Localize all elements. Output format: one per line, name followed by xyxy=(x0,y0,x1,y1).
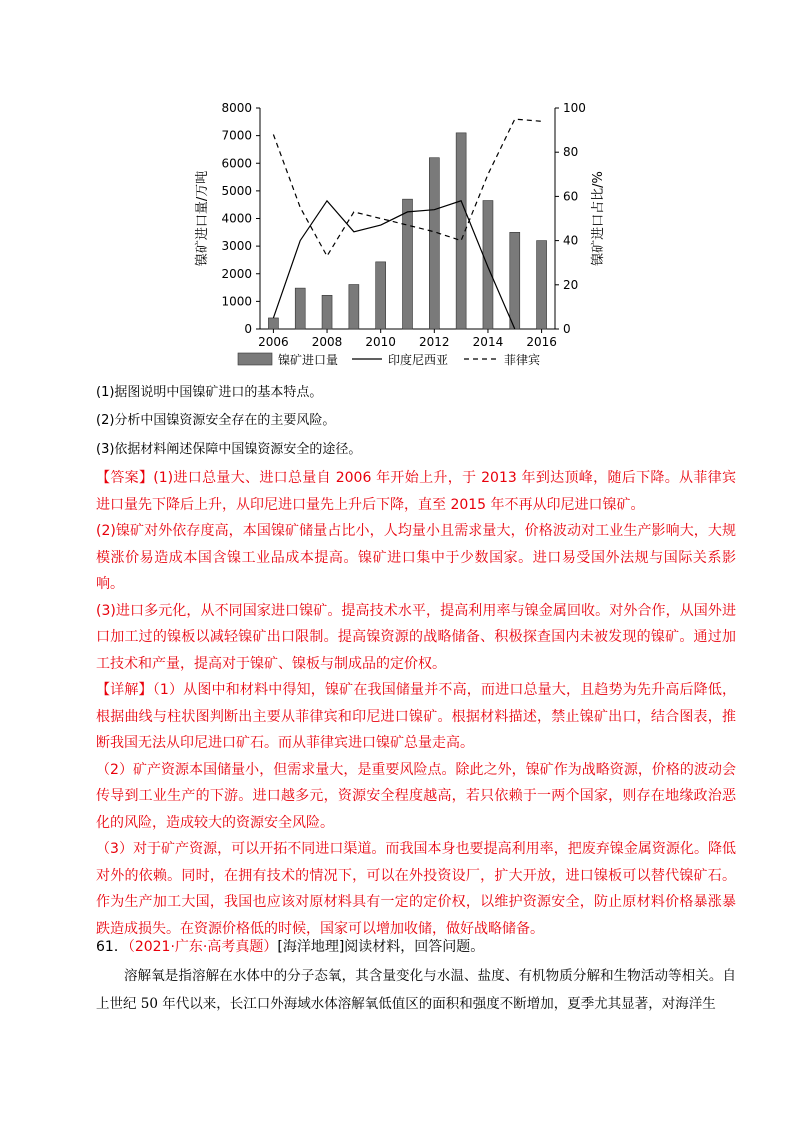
bar-2008 xyxy=(322,295,332,329)
left-tick-label: 3000 xyxy=(221,239,252,254)
answer-1 xyxy=(96,465,736,518)
question-61-header xyxy=(96,938,484,956)
answer-1-text: (1)进口总量大、进口总量自 2006 年开始上升，于 2013 年到达顶峰，随后下降。从菲律宾进口量先下降后上升，从印尼进口量先上升后下降，直至 2015 年不再从印尼进口镍矿。 xyxy=(96,470,736,513)
answer-2: (2)镍矿对外依存度高，本国镍矿储量占比小，人均量小且需求量大，价格波动对工业生产影响大，大规模涨价易造成本国含镍工业品成本提高。镍矿进口集中于少数国家。进口易受国外法规与国际关系影响。 xyxy=(96,523,736,592)
left-tick-label: 0 xyxy=(244,322,252,336)
left-tick-label: 8000 xyxy=(221,101,252,115)
detail-2: （2）矿产资源本国储量小，但需求量大，是重要风险点。除此之外，镍矿作为战略资源，价格的波动会传导到工业生产的下游。进口越多元，资源安全程度越高，若只依赖于一两个国家，则存在地缘政治恶化的风险，造成较大的资源安全风险。 xyxy=(96,761,736,831)
x-tick-label: 2006 xyxy=(258,335,289,349)
answer-3: (3)进口多元化，从不同国家进口镍矿。提高技术水平，提高利用率与镍金属回收。对外合作，从国外进口加工过的镍板以减轻镍矿出口限制。提高镍资源的战略储备、积极探查国内未被发现的镍矿。通过加工技术和产量，提高对于镍矿、镍板与制成品的定价权。 xyxy=(96,602,736,672)
x-tick-label: 2010 xyxy=(365,335,396,349)
bar-2015 xyxy=(510,232,520,329)
left-tick-label: 2000 xyxy=(221,266,252,281)
bar-2016 xyxy=(537,241,547,329)
bar-2007 xyxy=(295,288,305,329)
x-tick-label: 2016 xyxy=(526,335,557,349)
right-axis-label: 镍矿进口占比/% xyxy=(591,171,606,266)
answer-tag: 【答案】 xyxy=(96,470,154,486)
x-tick-label: 2008 xyxy=(311,335,343,349)
left-axis-label: 镍矿进口量/万吨 xyxy=(195,170,210,267)
bar-2011 xyxy=(403,199,413,329)
series-line-indonesia xyxy=(273,201,514,329)
question-1: (1)据图说明中国镍矿进口的基本特点。 xyxy=(96,385,323,400)
x-tick-label: 2014 xyxy=(472,335,504,349)
right-tick-label: 20 xyxy=(563,277,579,292)
right-tick-label: 40 xyxy=(563,233,579,248)
right-tick-label: 0 xyxy=(563,322,571,336)
legend-indonesia-label: 印度尼西亚 xyxy=(388,353,449,367)
bar-2014 xyxy=(483,201,493,329)
question-number: 61． xyxy=(96,939,128,955)
left-tick-label: 7000 xyxy=(221,128,252,143)
x-tick-label: 2012 xyxy=(419,335,450,349)
question-3: (3)依据材料阐述保障中国镍资源安全的途径。 xyxy=(96,442,362,457)
bar-2010 xyxy=(376,262,386,329)
left-tick-label: 1000 xyxy=(221,294,252,309)
detail-3: （3）对于矿产资源，可以开拓不同进口渠道。而我国本身也要提高利用率，把废弃镍金属资源化。降低对外的依赖。同时，在拥有技术的情况下，可以在外投资设厂，扩大开放，进口镍板可以替代镍矿石。作为生产加工大国，我国也应该对原材料具有一定的定价权，以维护资源安全，防止原材料价格暴涨暴跌造成损失。在资源价格低的时候，国家可以增加收储，做好战略储备。 xyxy=(96,841,736,937)
legend-bar-label: 镍矿进口量 xyxy=(278,353,339,367)
detail-1-text: （1）从图中和材料中得知，镍矿在我国储量并不高，而进口总量大，且趋势为先升高后降低，根据曲线与柱状图判断出主要从菲律宾和印尼进口镍矿。根据材料描述，禁止镍矿出口，结合图表，推断我国无法从印尼进口矿石。而从菲律宾进口镍矿总量走高。 xyxy=(96,682,737,751)
answer-block xyxy=(96,465,736,942)
question-prompt: [海洋地理]阅读材料，回答问题。 xyxy=(277,939,485,955)
left-tick-label: 6000 xyxy=(221,156,252,171)
question-2: (2)分析中国镍资源安全存在的主要风险。 xyxy=(96,413,336,428)
detail-tag: 【详解】 xyxy=(96,682,153,698)
legend-bar-swatch xyxy=(238,353,272,365)
right-tick-label: 100 xyxy=(563,101,586,115)
nickel-import-chart xyxy=(180,95,606,380)
material-text: 溶解氧是指溶解在水体中的分子态氧，其含量变化与水温、盐度、有机物质分解和生物活动等相关。自上世纪 50 年代以来，长江口外海域水体溶解氧低值区的面积和强度不断增加，夏季尤其显著，对海洋生 xyxy=(96,968,736,1012)
left-tick-label: 5000 xyxy=(221,183,252,198)
right-tick-label: 80 xyxy=(563,145,579,160)
question-source: （2021·广东·高考真题） xyxy=(127,939,278,955)
bar-2009 xyxy=(349,285,359,329)
right-tick-label: 60 xyxy=(563,189,579,204)
left-tick-label: 4000 xyxy=(221,211,252,226)
bar-2006 xyxy=(268,318,278,329)
bar-2012 xyxy=(429,158,439,329)
detail-1 xyxy=(96,677,736,757)
legend-philippines-label: 菲律宾 xyxy=(504,353,541,367)
